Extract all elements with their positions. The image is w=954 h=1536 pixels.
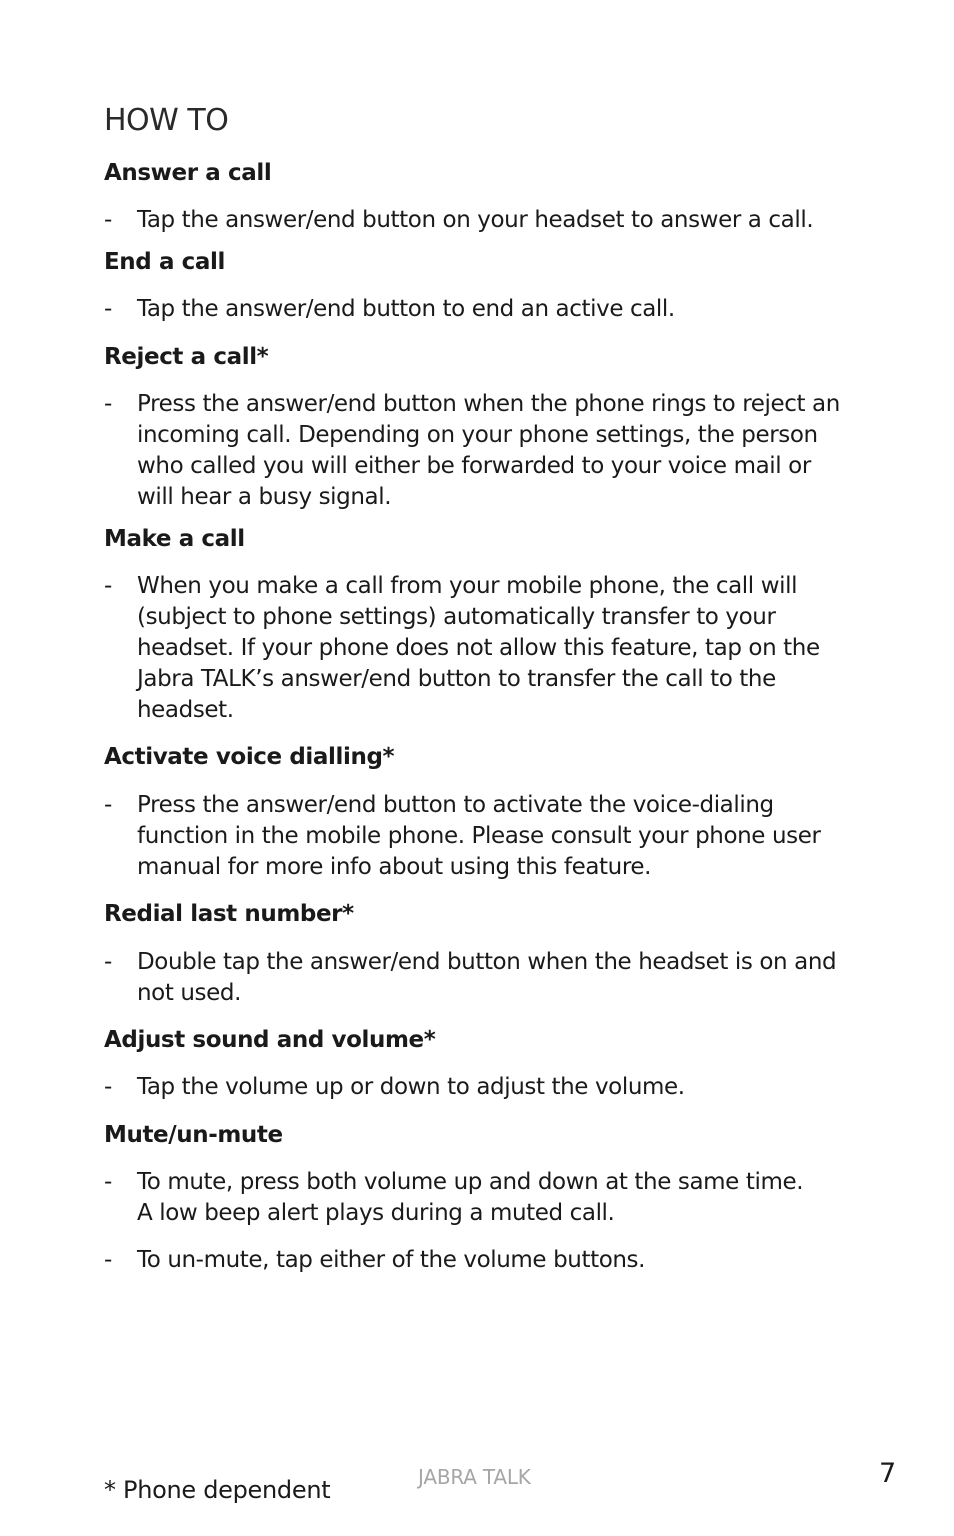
- heading-answer-a-call: Answer a call: [104, 160, 272, 186]
- bullet-dash: -: [104, 1169, 113, 1195]
- heading-end-a-call: End a call: [104, 249, 226, 275]
- page-number: 7: [879, 1458, 897, 1489]
- list-item-text: Press the answer/end button to activate the voice-dialing function in the mobile phone. Please consult your phone user manual for more info about using this feature.: [137, 792, 821, 880]
- heading-activate-voice-dialling: Activate voice dialling*: [104, 744, 395, 770]
- bullet-dash: -: [104, 391, 113, 417]
- bullet-dash: -: [104, 1247, 113, 1273]
- list-item-text: Tap the answer/end button on your headset to answer a call.: [137, 207, 814, 233]
- heading-mute-un-mute: Mute/un-mute: [104, 1122, 283, 1148]
- bullet-dash: -: [104, 296, 113, 322]
- list-item-text: Press the answer/end button when the phone rings to reject an incoming call. Depending on your phone settings, the person who called you will either be forwarded to your voice mail or will hear a busy signal.: [137, 391, 840, 510]
- list-item-text: To un-mute, tap either of the volume buttons.: [137, 1247, 646, 1273]
- bullet-dash: -: [104, 1074, 113, 1100]
- list-item-text: When you make a call from your mobile phone, the call will (subject to phone settings) automatically transfer to your headset. If your phone does not allow this feature, tap on the Jabra TALK’s answer/end button to transfer the call to the headset.: [137, 573, 820, 723]
- heading-redial-last-number: Redial last number*: [104, 901, 354, 927]
- section-title: HOW TO: [104, 103, 229, 138]
- list-item-text: Tap the answer/end button to end an active call.: [137, 296, 675, 322]
- bullet-dash: -: [104, 792, 113, 818]
- bullet-dash: -: [104, 949, 113, 975]
- heading-make-a-call: Make a call: [104, 526, 245, 552]
- heading-adjust-sound-and-volume: Adjust sound and volume*: [104, 1027, 436, 1053]
- list-item-text: To mute, press both volume up and down at the same time. A low beep alert plays during a muted call.: [137, 1169, 804, 1226]
- bullet-dash: -: [104, 573, 113, 599]
- bullet-dash: -: [104, 207, 113, 233]
- list-item-text: Tap the volume up or down to adjust the volume.: [137, 1074, 685, 1100]
- heading-reject-a-call: Reject a call*: [104, 344, 269, 370]
- footnote: * Phone dependent: [104, 1476, 331, 1504]
- list-item-text: Double tap the answer/end button when the headset is on and not used.: [137, 949, 837, 1006]
- running-title: JABRA TALK: [418, 1465, 531, 1489]
